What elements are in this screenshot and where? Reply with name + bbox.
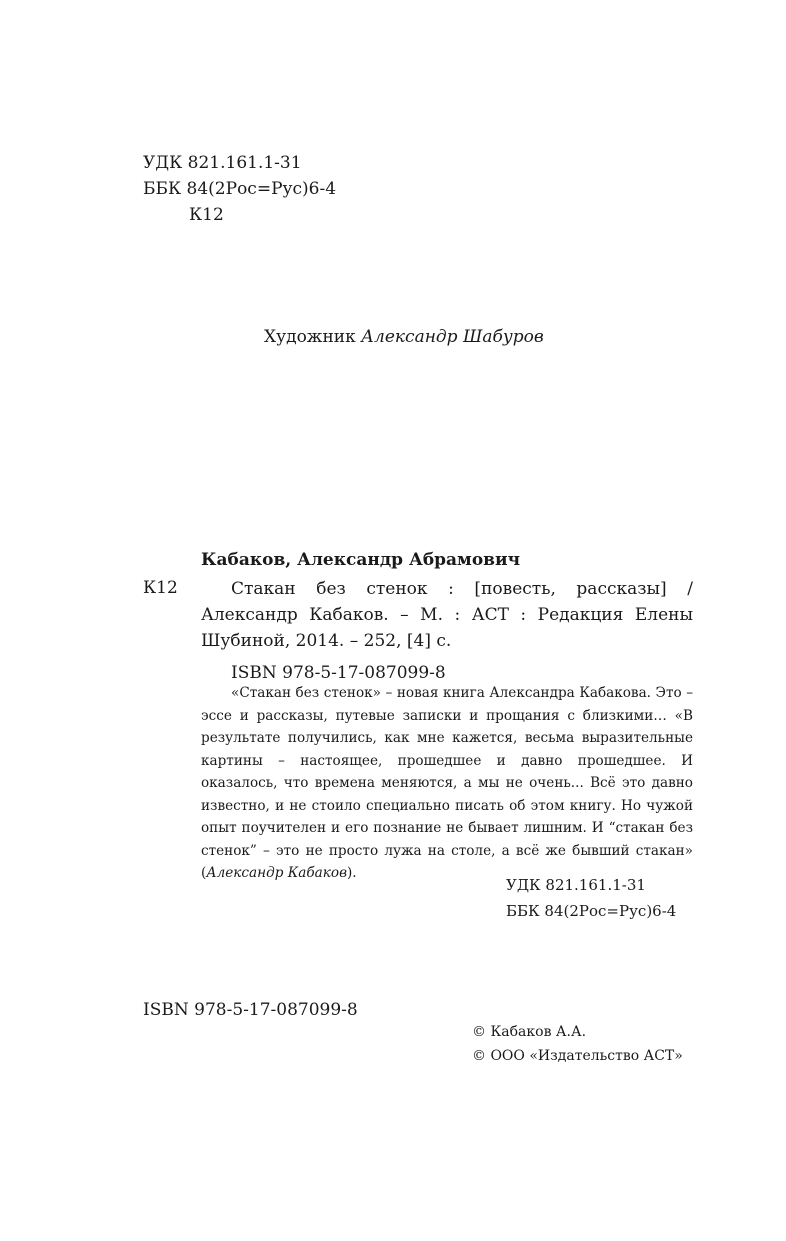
copyright-publisher: © ООО «Издательство АСТ» <box>472 1048 683 1064</box>
author-heading: Кабаков, Александр Абрамович <box>201 550 521 570</box>
classification-codes-top <box>143 150 336 228</box>
catalog-isbn: ISBN 978-5-17-087099-8 <box>231 663 446 683</box>
bbk-code: ББК 84(2Рос=Рус)6-4 <box>143 179 337 199</box>
copyright-author: © Кабаков А.А. <box>472 1024 587 1040</box>
classification-codes-bottom <box>506 872 676 924</box>
copyright-block <box>472 1020 683 1068</box>
book-annotation <box>201 682 693 885</box>
artist-label: Художник <box>264 327 356 347</box>
annotation-paragraph <box>201 682 693 885</box>
annotation-attribution: Александр Кабаков <box>206 865 347 881</box>
artist-name: Александр Шабуров <box>361 327 544 347</box>
isbn-bottom: ISBN 978-5-17-087099-8 <box>143 1000 358 1020</box>
annotation-end: ). <box>346 865 357 881</box>
author-mark: К12 <box>189 205 224 225</box>
bibliographic-description <box>201 576 693 686</box>
artist-credit <box>264 325 544 349</box>
publication-details: Александр Кабаков. – М. : АСТ : Редакция Елены Шубиной, 2014. – 252, [4] с. <box>201 605 693 651</box>
annotation-text: «Стакан без стенок» – новая книга Александра Кабакова. Это – эссе и рассказы, путевые записки и прощания с близкими… «В результате получились, как мне кажется, весьма выразительные картины – настоящее, прошедшее и давно прошедшее. И оказалось, что времена меняются, а мы не очень... Всё это давно известно, и не стоило специально писать об этом книгу. Но чужой опыт поучителен и его познание не бывает лишним. И “стакан без стенок” – это не просто лужа на столе, а всё же бывший стакан» ( <box>201 685 693 881</box>
udk-code-bottom: УДК 821.161.1-31 <box>506 876 646 894</box>
bbk-code-bottom: ББК 84(2Рос=Рус)6-4 <box>506 902 677 920</box>
catalog-author-mark: К12 <box>143 578 178 598</box>
title-line: Стакан без стенок : [повесть, рассказы] / <box>231 579 693 599</box>
udk-code: УДК 821.161.1-31 <box>143 153 302 173</box>
